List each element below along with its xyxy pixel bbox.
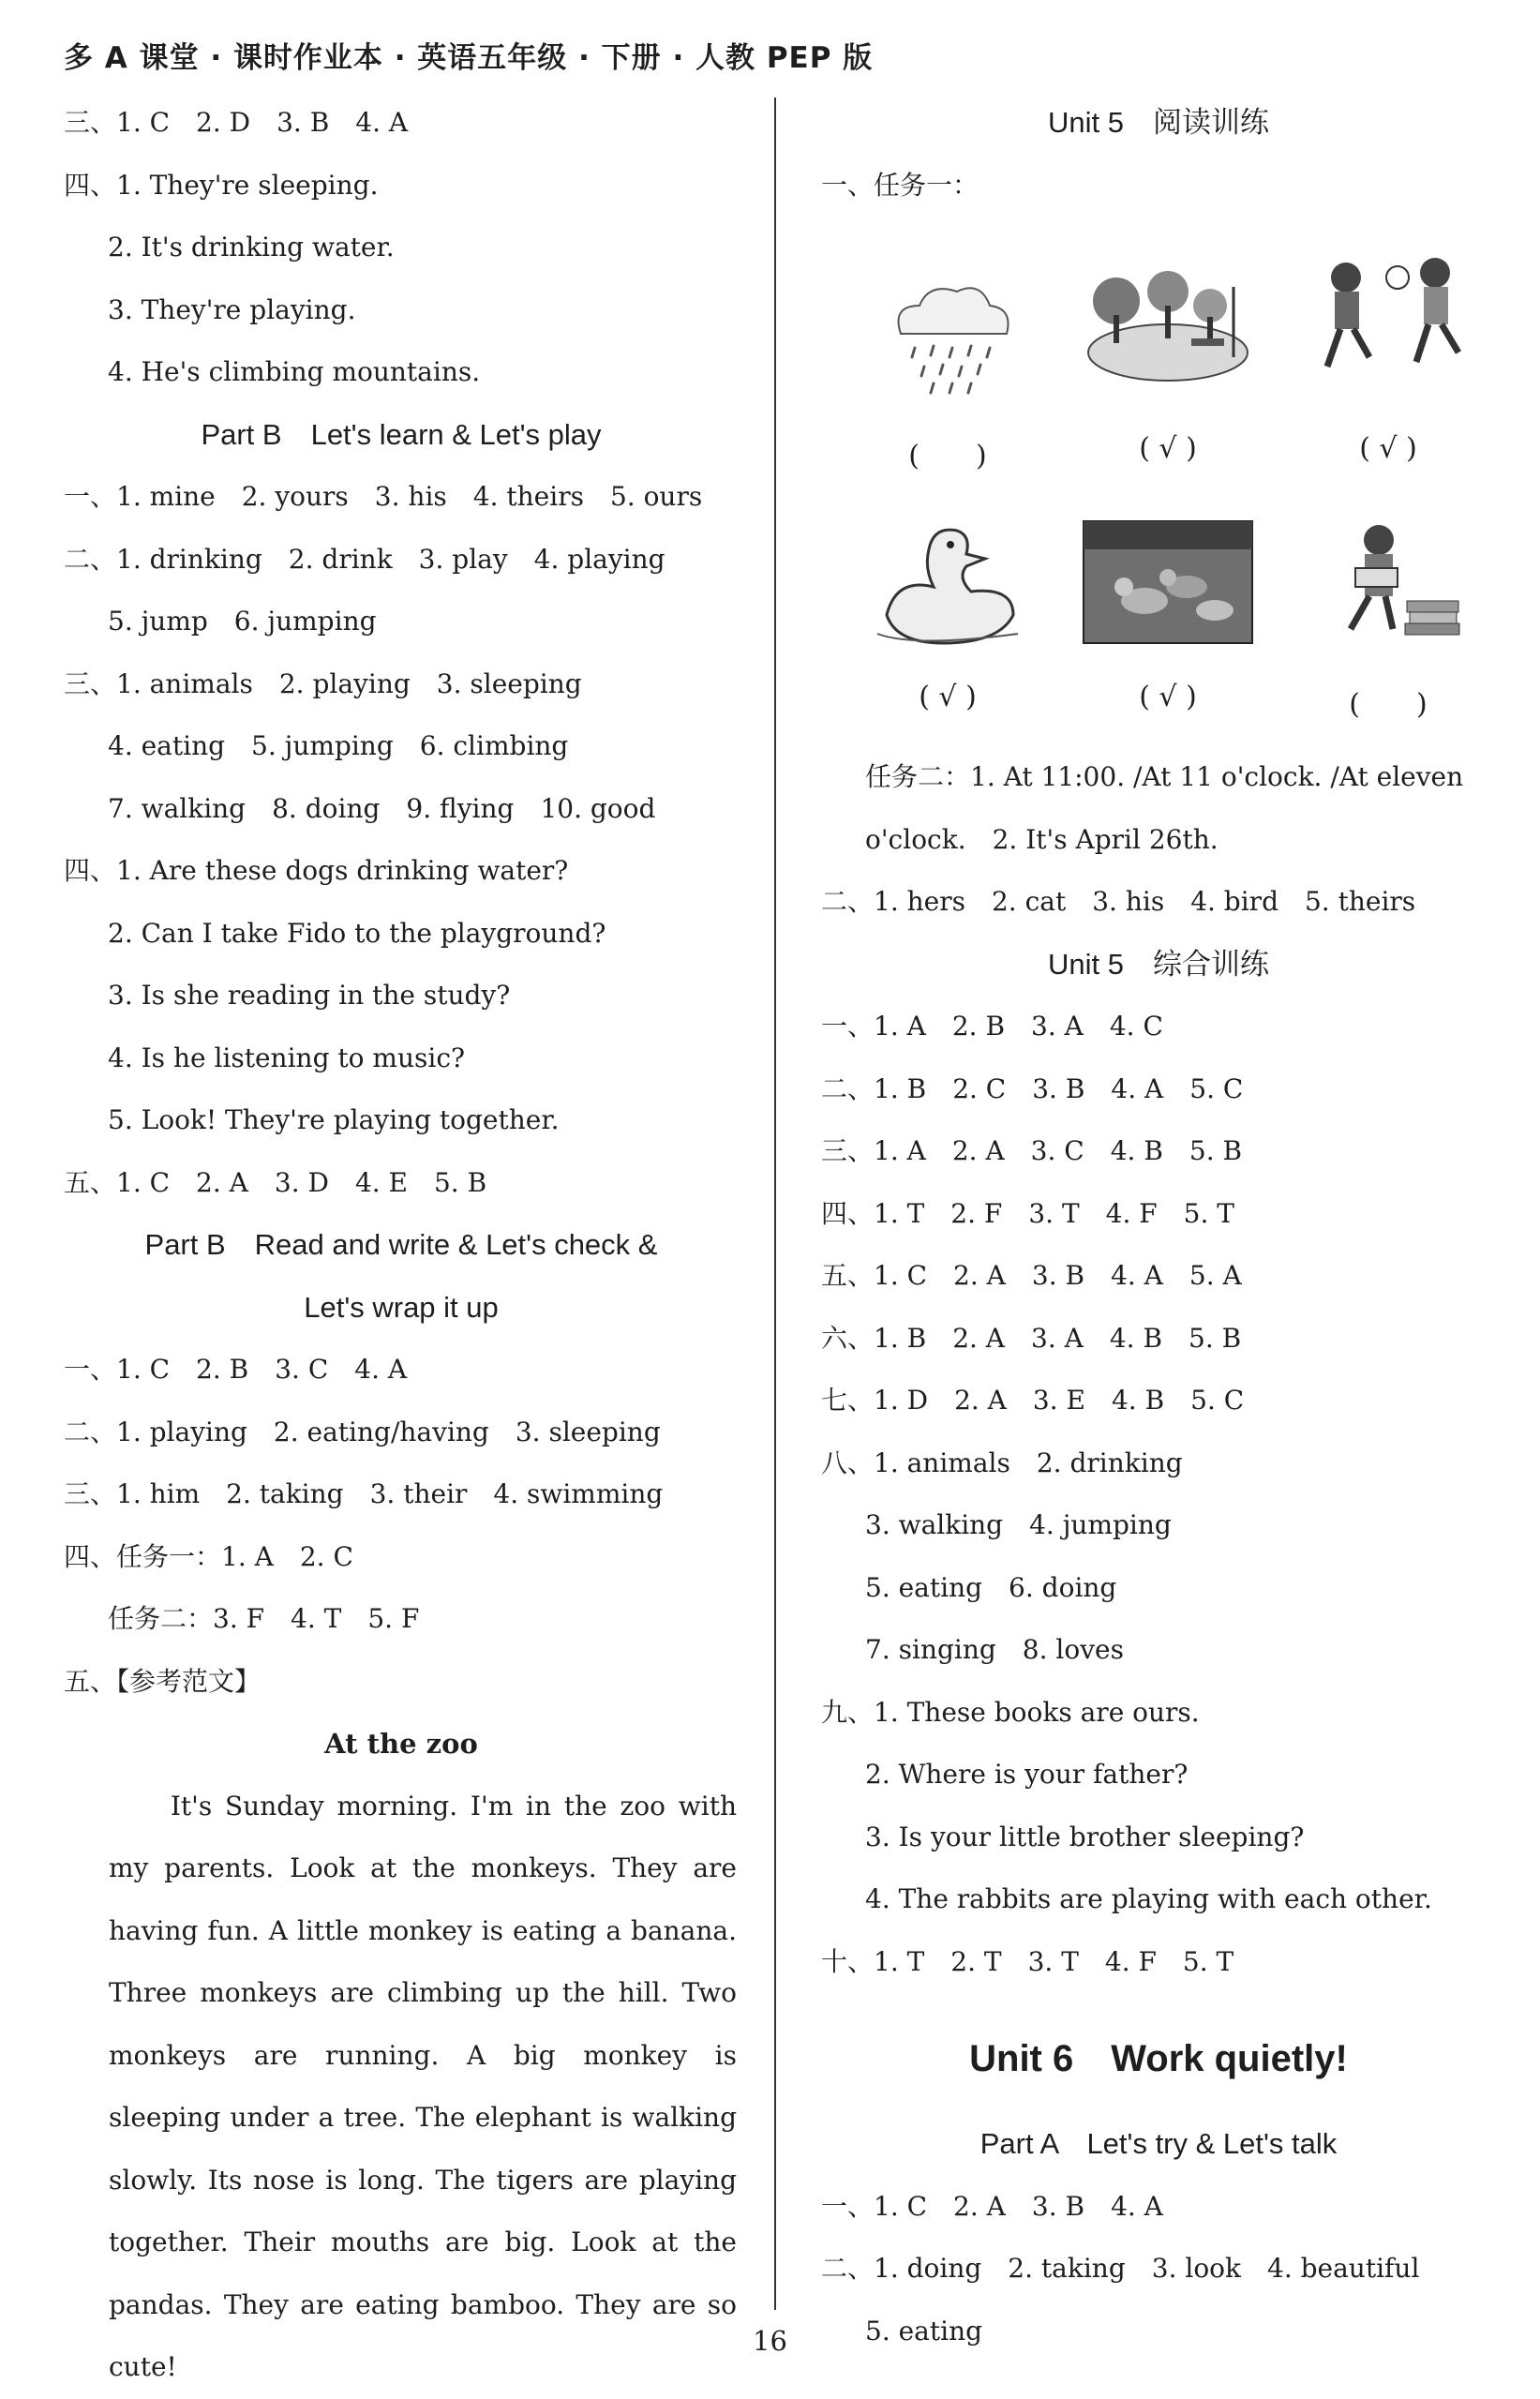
answer-line: 7. walking 8. doing 9. flying 10. good [108, 792, 656, 824]
answer-line: 5. jump 6. jumping [108, 606, 377, 637]
answer-mark: ( √ ) [1139, 681, 1197, 713]
section-heading: Part A Let's try & Let's talk [979, 2127, 1338, 2160]
answer-line: 二、1. B 2. C 3. B 4. A 5. C [821, 1072, 1244, 1104]
duck-icon [859, 512, 1037, 652]
answer-line: 五、1. C 2. A 3. D 4. E 5. B [64, 1166, 487, 1198]
answer-line: 八、1. animals 2. drinking [821, 1447, 1183, 1478]
section-heading: Part B Read and write & Let's check & [144, 1228, 658, 1261]
essay-body: It's Sunday morning. I'm in the zoo with my parents. Look at the monkeys. They are having fun. A little monkey is eating a banana. Three monkeys are climbing up the hill. Two monkeys are running. A big monkey is sleeping under a tree. The elephant is walking slowly. Its nose is long. The tigers are playing together. Their mouths are big. Look at the pandas. They are eating bamboo. They are so cute! [109, 1790, 737, 2382]
column-divider [774, 97, 776, 2310]
answer-line: 三、1. him 2. taking 3. their 4. swimming [64, 1478, 664, 1509]
answer-mark: ( ) [908, 440, 987, 472]
answer-line: 3. They're playing. [108, 293, 356, 325]
answer-line: 一、1. A 2. B 3. A 4. C [821, 1011, 1163, 1042]
answer-mark: ( √ ) [1359, 432, 1417, 465]
section-heading: Unit 5 阅读训练 [1048, 106, 1269, 139]
answer-line: o'clock. 2. It's April 26th. [865, 823, 1219, 855]
section-heading: Part B Let's learn & Let's play [201, 417, 602, 451]
unit-title: Unit 6 Work quietly! [969, 2038, 1348, 2079]
answer-line: 一、1. C 2. B 3. C 4. A [64, 1354, 408, 1385]
answer-line: 一、1. mine 2. yours 3. his 4. theirs 5. ours [64, 481, 703, 512]
answer-mark: ( √ ) [1139, 432, 1197, 465]
rain-cloud-icon [859, 263, 1037, 404]
answer-line: 任务二：1. At 11:00. /At 11 o'clock. /At eleven [865, 761, 1464, 792]
answer-line: 七、1. D 2. A 3. E 4. B 5. C [821, 1385, 1245, 1416]
answer-line: 四、1. Are these dogs drinking water? [64, 855, 569, 886]
left-column [64, 92, 739, 2399]
answer-line: 5. eating 6. doing [865, 1571, 1117, 1603]
answer-line: 2. It's drinking water. [108, 232, 395, 262]
essay-title: At the zoo [324, 1728, 478, 1760]
answer-line: 2. Where is your father? [865, 1759, 1189, 1790]
boy-reading-icon [1299, 512, 1477, 652]
page-number: 16 [753, 2325, 787, 2357]
answer-mark: ( √ ) [919, 681, 977, 713]
answer-line: 4. Is he listening to music? [108, 1042, 466, 1073]
answer-line: 4. eating 5. jumping 6. climbing [108, 730, 569, 761]
answer-line: 三、1. animals 2. playing 3. sleeping [64, 667, 582, 699]
answer-line: 一、1. C 2. A 3. B 4. A [821, 2190, 1163, 2222]
answer-line: 4. The rabbits are playing with each other. [865, 1883, 1432, 1914]
kids-soccer-icon [1299, 245, 1477, 385]
answer-line: 5. eating [865, 2315, 983, 2347]
running-header: 多 A 课堂 · 课时作业本 · 英语五年级 · 下册 · 人教 PEP 版 [64, 41, 874, 75]
answer-line: 四、1. They're sleeping. [64, 169, 379, 201]
answer-line: 3. walking 4. jumping [865, 1509, 1172, 1540]
answer-line: 五、【参考范文】 [64, 1665, 262, 1697]
answer-line: 7. singing 8. loves [865, 1634, 1124, 1665]
answer-line: 六、1. B 2. A 3. A 4. B 5. B [821, 1322, 1242, 1354]
answer-line: 2. Can I take Fido to the playground? [108, 917, 606, 949]
answer-line: 二、1. drinking 2. drink 3. play 4. playing [64, 543, 665, 575]
answer-line: 九、1. These books are ours. [821, 1696, 1200, 1728]
answer-line: 二、1. doing 2. taking 3. look 4. beautiful [821, 2253, 1420, 2284]
answer-line: 十、1. T 2. T 3. T 4. F 5. T [821, 1945, 1234, 1977]
right-column [821, 92, 1496, 2362]
answer-line: 任务二：3. F 4. T 5. F [108, 1603, 420, 1634]
section-heading: Unit 5 综合训练 [1048, 947, 1269, 981]
answer-line: 四、任务一：1. A 2. C [64, 1540, 353, 1572]
park-icon [1079, 249, 1257, 390]
answer-mark: ( ) [1349, 688, 1428, 721]
answer-line: 五、1. C 2. A 3. B 4. A 5. A [821, 1260, 1242, 1291]
answer-line: 3. Is your little brother sleeping? [865, 1821, 1305, 1852]
answer-line: 3. Is she reading in the study? [108, 980, 511, 1011]
picture-task [821, 217, 1496, 746]
section-heading-cont: Let's wrap it up [304, 1290, 499, 1324]
answer-line: 4. He's climbing mountains. [108, 356, 481, 387]
answer-line: 5. Look! They're playing together. [108, 1104, 560, 1135]
answer-line: 二、1. hers 2. cat 3. his 4. bird 5. theirs [821, 886, 1416, 917]
answer-line: 三、1. A 2. A 3. C 4. B 5. B [821, 1135, 1243, 1166]
dogs-photo-icon [1079, 512, 1257, 652]
answer-line: 四、1. T 2. F 3. T 4. F 5. T [821, 1197, 1234, 1229]
answer-line: 一、任务一： [821, 169, 979, 201]
answer-line: 三、1. C 2. D 3. B 4. A [64, 107, 409, 138]
answer-line: 二、1. playing 2. eating/having 3. sleeping [64, 1416, 661, 1447]
